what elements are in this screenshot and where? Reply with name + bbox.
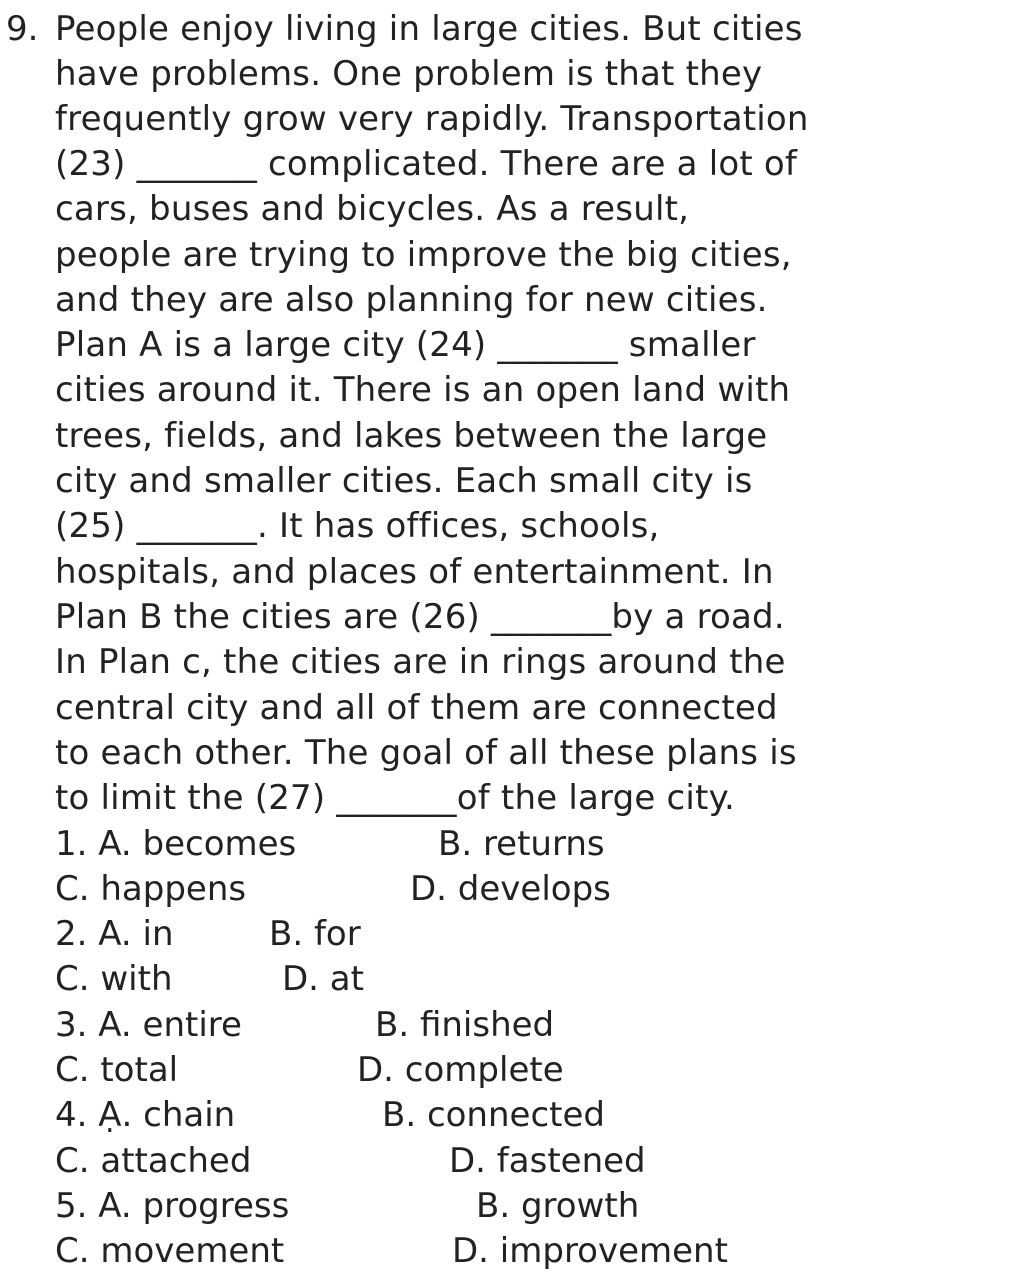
option-1-a: 1. A. becomes — [55, 824, 297, 864]
passage-line: People enjoy living in large cities. But cities — [55, 9, 803, 49]
option-5-a: 5. A. progress — [55, 1186, 290, 1226]
passage-line: people are trying to improve the big cities, — [55, 235, 792, 275]
option-4-d: D. fastened — [449, 1141, 646, 1181]
passage-line: (23) _______ complicated. There are a lot of — [55, 144, 798, 184]
question-number: 9. — [6, 9, 39, 49]
option-2-b: B. for — [269, 914, 361, 954]
passage-line: and they are also planning for new cities. — [55, 280, 768, 320]
option-5-c: C. movement — [55, 1231, 285, 1271]
passage-line: trees, fields, and lakes between the large — [55, 416, 768, 456]
passage-line: (25) _______. It has offices, schools, — [55, 506, 660, 546]
option-3-c: C. total — [55, 1050, 179, 1090]
option-3-a: 3. A. entire — [55, 1005, 242, 1045]
option-4-c: C. attached — [55, 1141, 252, 1181]
option-1-c: C. happens — [55, 869, 247, 909]
passage-line: In Plan c, the cities are in rings around the — [55, 642, 786, 682]
option-1-d: D. develops — [410, 869, 611, 909]
passage-line: to limit the (27) _______of the large city. — [55, 778, 736, 818]
option-3-d: D. complete — [357, 1050, 564, 1090]
passage-line: city and smaller cities. Each small city is — [55, 461, 753, 501]
option-1-b: B. returns — [438, 824, 605, 864]
passage-line: Plan A is a large city (24) _______ smaller — [55, 325, 756, 365]
option-5-b: B. growth — [476, 1186, 640, 1226]
passage-line: Plan B the cities are (26) _______by a road. — [55, 597, 785, 637]
passage-line: cars, buses and bicycles. As a result, — [55, 189, 690, 229]
option-4-b: B. connected — [382, 1095, 605, 1135]
passage-line: frequently grow very rapidly. Transportation — [55, 99, 809, 139]
option-2-a: 2. A. in — [55, 914, 174, 954]
option-2-d: D. at — [282, 959, 364, 999]
passage-line: have problems. One problem is that they — [55, 54, 763, 94]
option-3-b: B. finished — [375, 1005, 555, 1045]
passage-line: to each other. The goal of all these plans is — [55, 733, 797, 773]
option-5-d: D. improvement — [452, 1231, 728, 1271]
option-4-a: 4. Ạ. chain — [55, 1095, 236, 1135]
passage-line: cities around it. There is an open land with — [55, 370, 791, 410]
passage-line: central city and all of them are connected — [55, 688, 778, 728]
passage-line: hospitals, and places of entertainment. In — [55, 552, 774, 592]
option-2-c: C. with — [55, 959, 173, 999]
